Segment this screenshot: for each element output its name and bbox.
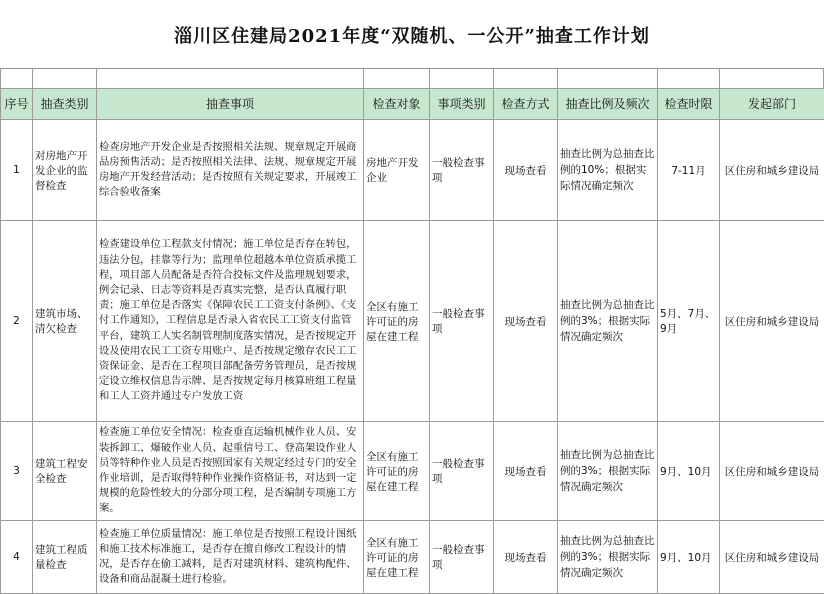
header-items: 抽查事项 — [97, 89, 364, 120]
cell-target: 房地产开发企业 — [364, 120, 430, 221]
cell-ratio: 抽查比例为总抽查比例的10%；根据实际情况确定频次 — [558, 120, 658, 221]
header-category: 抽查类别 — [33, 89, 97, 120]
cell-dept: 区住房和城乡建设局 — [720, 221, 824, 422]
cell-ratio: 抽查比例为总抽查比例的3%；根据实际情况确定频次 — [558, 221, 658, 422]
cell-no: 4 — [1, 521, 33, 594]
cell-dept: 区住房和城乡建设局 — [720, 521, 824, 594]
cell-items: 检查房地产开发企业是否按照相关法规、规章规定开展商品房预售活动；是否按照相关法律、法规、规章规定开展房地产开发经营活动；是否按照有关规定要求，开展竣工综合验收备案 — [97, 120, 364, 221]
table-row — [1, 221, 824, 422]
cell-type: 一般检查事项 — [430, 120, 494, 221]
spacer-row — [0, 68, 824, 89]
page-title: 淄川区住建局2021年度“双随机、一公开”抽查工作计划 — [0, 22, 824, 48]
cell-target: 全区有施工许可证的房屋在建工程 — [364, 521, 430, 594]
cell-category: 对房地产开发企业的监督检查 — [33, 120, 97, 221]
header-type: 事项类别 — [430, 89, 494, 120]
table-row — [1, 422, 824, 521]
cell-target: 全区有施工许可证的房屋在建工程 — [364, 221, 430, 422]
cell-no: 3 — [1, 422, 33, 521]
cell-target: 全区有施工许可证的房屋在建工程 — [364, 422, 430, 521]
header-period: 检查时限 — [658, 89, 720, 120]
header-row — [1, 89, 824, 120]
cell-items: 检查施工单位质量情况：施工单位是否按照工程设计图纸和施工技术标准施工，是否存在擅自修改工程设计的情况，是否存在偷工减料，是否对建筑材料、建筑构配件、设备和商品混凝土进行检验。 — [97, 521, 364, 594]
cell-method: 现场查看 — [494, 221, 558, 422]
cell-type: 一般检查事项 — [430, 422, 494, 521]
cell-category: 建筑工程安全检查 — [33, 422, 97, 521]
cell-no: 2 — [1, 221, 33, 422]
table-row — [1, 120, 824, 221]
cell-period: 9月、10月 — [658, 521, 720, 594]
cell-period: 7-11月 — [658, 120, 720, 221]
header-no: 序号 — [1, 89, 33, 120]
cell-ratio: 抽查比例为总抽查比例的3%；根据实际情况确定频次 — [558, 422, 658, 521]
cell-period: 5月、7月、9月 — [658, 221, 720, 422]
cell-method: 现场查看 — [494, 422, 558, 521]
cell-dept: 区住房和城乡建设局 — [720, 422, 824, 521]
header-ratio: 抽查比例及频次 — [558, 89, 658, 120]
cell-category: 建筑工程质量检查 — [33, 521, 97, 594]
cell-no: 1 — [1, 120, 33, 221]
cell-category: 建筑市场、清欠检查 — [33, 221, 97, 422]
header-target: 检查对象 — [364, 89, 430, 120]
cell-dept: 区住房和城乡建设局 — [720, 120, 824, 221]
cell-type: 一般检查事项 — [430, 521, 494, 594]
cell-period: 9月、10月 — [658, 422, 720, 521]
header-method: 检查方式 — [494, 89, 558, 120]
title-band — [0, 0, 824, 69]
cell-method: 现场查看 — [494, 120, 558, 221]
cell-type: 一般检查事项 — [430, 221, 494, 422]
cell-method: 现场查看 — [494, 521, 558, 594]
cell-items: 检查建设单位工程款支付情况；施工单位是否存在转包，违法分包，挂靠等行为；监理单位超越本单位资质承揽工程，项目部人员配备是否符合投标文件及监理规划要求，例会记录、日志等资料是否真实完整，是否认真履行职责；施工单位是否落实《保障农民工工资支付条例》、《支付工作通知》，工程信息是否录入省农民工工资支付监管平台，建筑工人实名制管理制度落实情况，是否按规定开设及使用农民工工资专用账户、是否按规定缴存农民工工资保证金、是否在工程项目部配备劳务管理员，是否按规定设立维权信息告示牌、是否按规定每月核算班组工程量和工人工资并通过专户发放工资 — [97, 221, 364, 422]
table-row — [1, 521, 824, 594]
header-dept: 发起部门 — [720, 89, 824, 120]
cell-ratio: 抽查比例为总抽查比例的3%；根据实际情况确定频次 — [558, 521, 658, 594]
inspection-plan-table — [0, 88, 824, 594]
cell-items: 检查施工单位安全情况：检查垂直运输机械作业人员、安装拆卸工、爆破作业人员、起重信号工、登高架设作业人员等特种作业人员是否按照国家有关规定经过专门的安全作业培训，是否取得特种作业操作资格证书，对达到一定规模的危险性较大的分部分项工程，是否编制专项施工方案。 — [97, 422, 364, 521]
